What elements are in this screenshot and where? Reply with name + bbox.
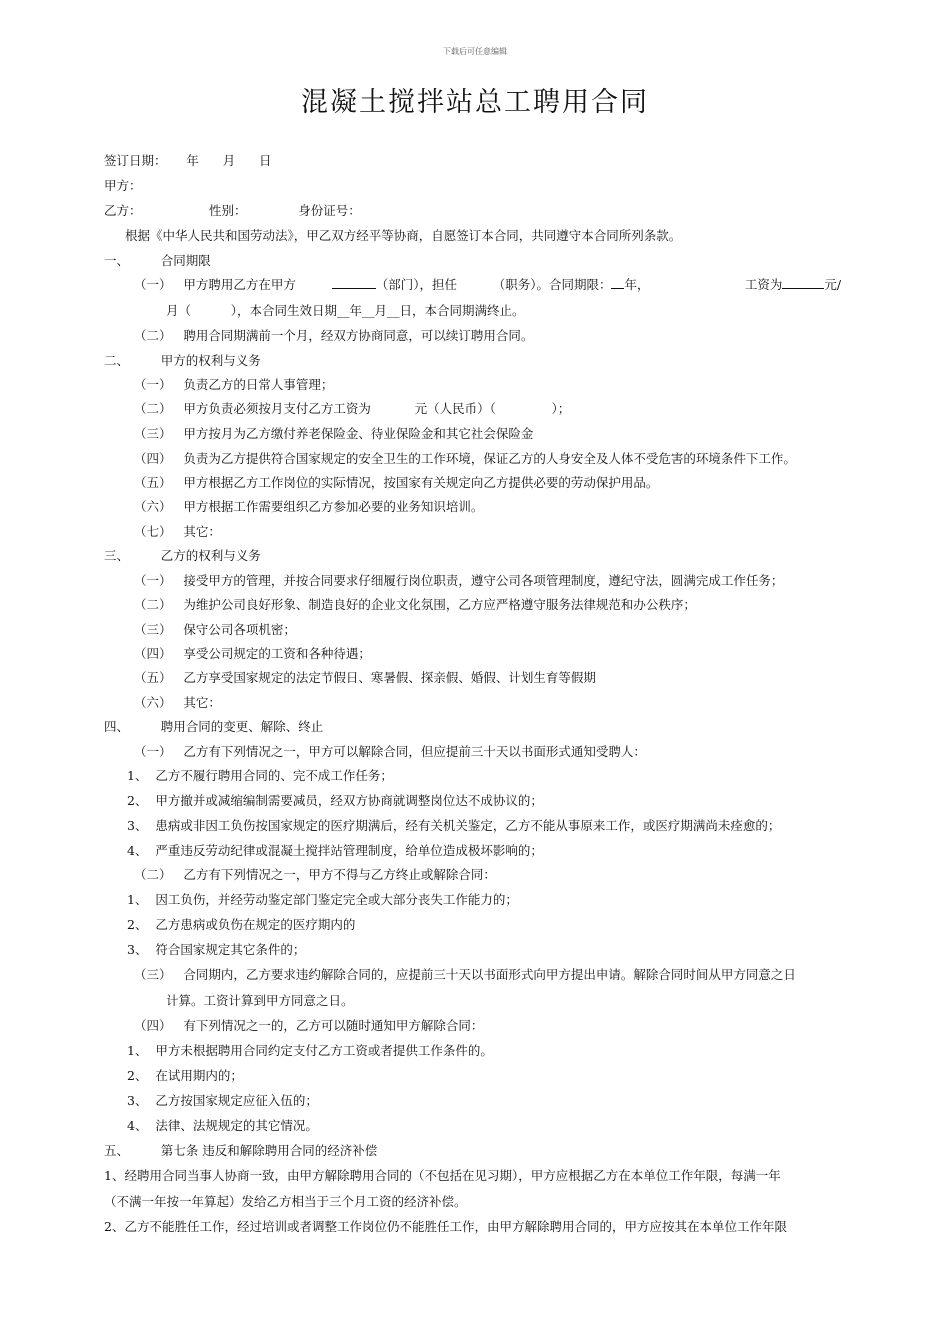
section-2-item: （四） 负责为乙方提供符合国家规定的安全卫生的工作环境，保证乙方的人身安全及人体不受危害的环境条件下工作。 [134,451,796,466]
preamble: 根据《中华人民共和国劳动法》，甲乙双方经平等协商，自愿签订本合同，共同遵守本合同所列条款。 [125,228,682,243]
section-3-item: （五） 乙方享受国家规定的法定节假日、寒暑假、探亲假、婚假、计划生育等假期 [134,670,596,685]
header-note: 下载后可任意编辑 [443,47,507,56]
text-segment: （一） 甲方聘用乙方在甲方 [134,277,296,292]
text-segment: 元/ [824,277,842,292]
section-2-item: （三） 甲方按月为乙方缴付养老保险金、待业保险金和其它社会保险金 [134,426,534,441]
section-4-sub-item: 2、 在试用期内的； [127,1068,243,1083]
section-4-sub-item: 1、 因工负伤，并经劳动鉴定部门鉴定完全或大部分丧失工作能力的； [127,892,518,907]
blank-underline [611,288,624,289]
section-3-item: （四） 享受公司规定的工资和各种待遇； [134,646,371,661]
sign-date-line: 签订日期： 年 月 日 [104,153,272,168]
section-5-paragraph-2: 2、乙方不能胜任工作，经过培训或者调整工作岗位仍不能胜任工作，由甲方解除聘用合同的，甲方应按其在本单位工作年限 [104,1219,787,1234]
section-2-heading: 二、 甲方的权利与义务 [104,353,261,368]
party-a-line: 甲方： [104,178,142,193]
section-3-item: （一） 接受甲方的管理，并按合同要求仔细履行岗位职责，遵守公司各项管理制度，遵纪守法，圆满完成工作任务； [134,573,784,588]
section-5-heading: 五、 第七条 违反和解除聘用合同的经济补偿 [104,1143,378,1158]
section-4-sub-item: 3、 符合国家规定其它条件的； [127,942,306,957]
section-3-heading: 三、 乙方的权利与义务 [104,548,261,563]
section-3-item: （六） 其它： [134,695,221,710]
blank-underline [782,288,824,289]
section-1-item-2: （二） 聘用合同期满前一个月，经双方协商同意，可以续订聘用合同。 [134,328,534,343]
section-2-item: （二） 甲方负责必须按月支付乙方工资为 元（人民币）（ ）； [134,401,571,416]
section-4-sub-item: 1、 甲方未根据聘用合同约定支付乙方工资或者提供工作条件的。 [127,1043,493,1058]
section-2-item: （七） 其它： [134,524,221,539]
section-5-paragraph-1-cont: （不满一年按一年算起）发给乙方相当于三个月工资的经济补偿。 [104,1194,467,1209]
document-title: 混凝土搅拌站总工聘用合同 [301,87,649,118]
text-segment: （部门），担任 （职务）。合同期限： [375,277,612,292]
party-b-line: 乙方： 性别： 身份证号： [104,203,361,218]
section-4-sub-item: 3、 患病或非因工负伤按国家规定的医疗期满后，经有关机关鉴定，乙方不能从事原来工作，或医疗期满尚未痊愈的； [127,818,781,833]
section-1-item-1-cont: 月（ ），本合同生效日期__年__月__日，本合同期满终止。 [166,303,525,318]
section-4-sub-item: 4、 法律、法规规定的其它情况。 [127,1118,318,1133]
section-4-sub-item: 1、 乙方不履行聘用合同的、完不成工作任务； [127,768,393,783]
section-4-item-3-cont: 计算。工资计算到甲方同意之日。 [166,993,354,1008]
section-3-item: （二） 为维护公司良好形象、制造良好的企业文化氛围，乙方应严格遵守服务法律规范和办公秩序； [134,597,696,612]
section-4-item-1: （一） 乙方有下列情况之一，甲方可以解除合同，但应提前三十天以书面形式通知受聘人： [134,744,646,759]
section-5-paragraph-1: 1、经聘用合同当事人协商一致，由甲方解除聘用合同的（不包括在见习期），甲方应根据乙方在本单位工作年限，每满一年 [104,1168,781,1183]
section-3-item: （三） 保守公司各项机密； [134,622,296,637]
section-1-item-1 [134,277,841,293]
section-4-sub-item: 2、 甲方撤并或减缩编制需要减员，经双方协商就调整岗位达不成协议的； [127,793,543,808]
section-4-item-3: （三） 合同期内，乙方要求违约解除合同的，应提前三十天以书面形式向甲方提出申请。解除合同时间从甲方同意之日 [134,967,796,982]
section-4-heading: 四、 聘用合同的变更、解除、终止 [104,719,324,734]
section-4-sub-item: 2、 乙方患病或负伤在规定的医疗期内的 [127,917,356,932]
section-1-heading: 一、 合同期限 [104,253,211,268]
section-4-item-4: （四） 有下列情况之一的，乙方可以随时通知甲方解除合同： [134,1018,484,1033]
section-4-sub-item: 4、 严重违反劳动纪律或混凝土搅拌站管理制度，给单位造成极坏影响的； [127,843,543,858]
section-2-item: （五） 甲方根据乙方工作岗位的实际情况，按国家有关规定向乙方提供必要的劳动保护用品。 [134,475,659,490]
section-2-item: （六） 甲方根据工作需要组织乙方参加必要的业务知识培训。 [134,499,484,514]
section-4-item-2: （二） 乙方有下列情况之一，甲方不得与乙方终止或解除合同： [134,867,496,882]
blank-underline [332,288,376,289]
section-4-sub-item: 3、 乙方按国家规定应征入伍的； [127,1093,318,1108]
section-2-item: （一） 负责乙方的日常人事管理； [134,377,334,392]
text-segment: 年， 工资为 [624,277,783,292]
